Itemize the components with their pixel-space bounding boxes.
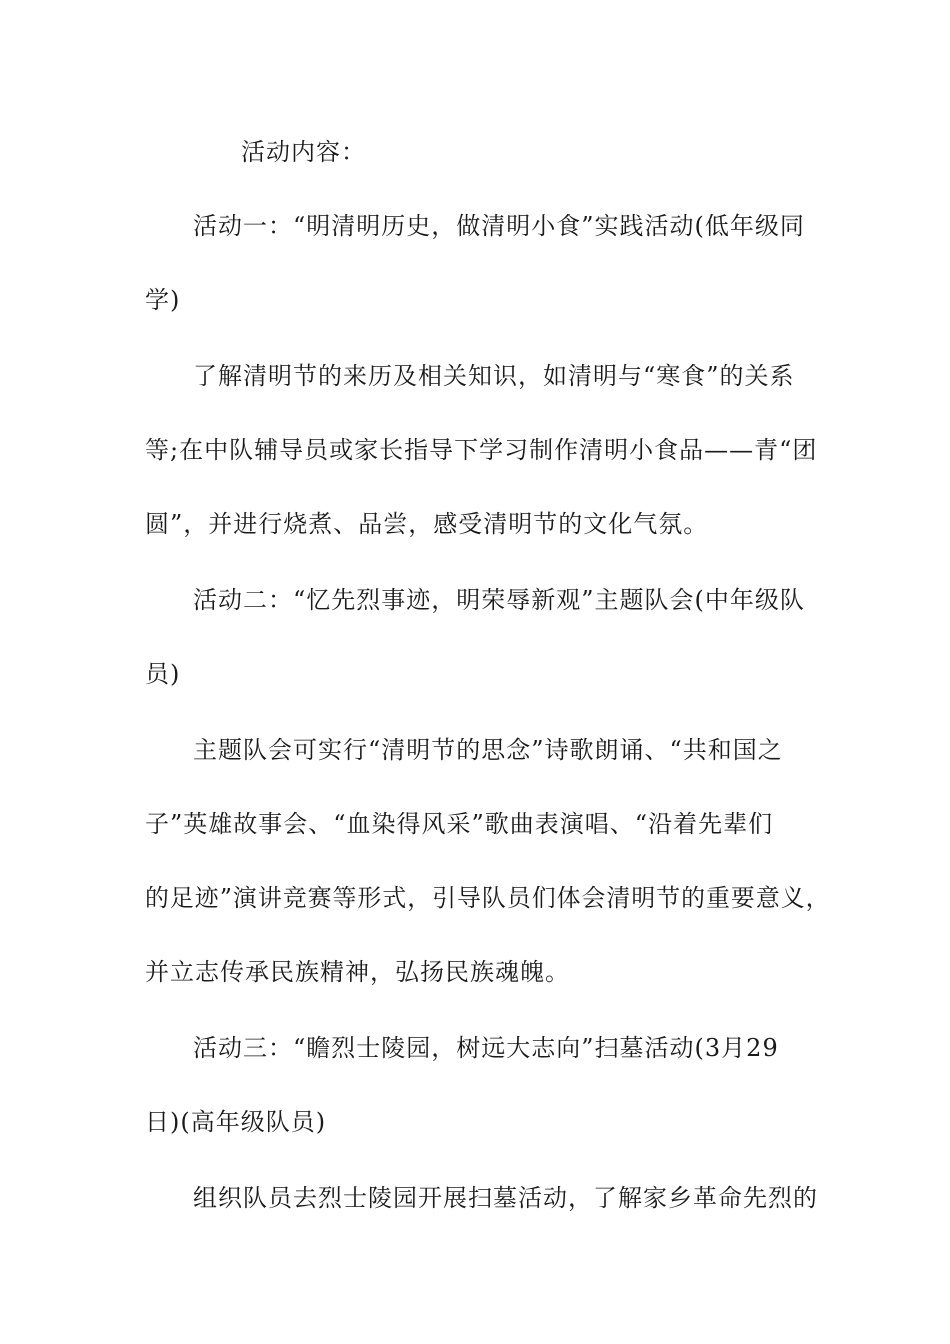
- activity-three-title-line-2: 日)(高年级队员): [145, 1108, 327, 1136]
- activity-one-title-line-1: 活动一：“明清明历史，做清明小食”实践活动(低年级同: [193, 212, 805, 240]
- activity-one-body-line-3: 圆”，并进行烧煮、品尝，感受清明节的文化气氛。: [145, 510, 709, 538]
- activity-two-body-line-3: 的足迹”演讲竞赛等形式，引导队员们体会清明节的重要意义，: [145, 884, 831, 912]
- activity-one-body-line-1: 了解清明节的来历及相关知识，如清明与“寒食”的关系: [193, 362, 795, 390]
- activity-one-title-line-2: 学): [145, 286, 181, 314]
- section-heading: 活动内容：: [241, 138, 366, 166]
- activity-three-title-line-1: 活动三：“瞻烈士陵园，树远大志向”扫墓活动(3月29: [193, 1034, 779, 1062]
- activity-one-body-line-2: 等;在中队辅导员或家长指导下学习制作清明小食品——青“团: [145, 436, 818, 464]
- activity-two-title-line-2: 员): [145, 660, 181, 688]
- activity-two-body-line-1: 主题队会可实行“清明节的思念”诗歌朗诵、“共和国之: [193, 736, 783, 764]
- activity-two-title-line-1: 活动二：“忆先烈事迹，明荣辱新观”主题队会(中年级队: [193, 586, 805, 614]
- activity-three-body-line-1: 组织队员去烈士陵园开展扫墓活动，了解家乡革命先烈的: [193, 1184, 818, 1212]
- activity-two-body-line-2: 子”英雄故事会、“血染得风采”歌曲表演唱、“沿着先辈们: [145, 810, 774, 838]
- activity-two-body-line-4: 并立志传承民族精神，弘扬民族魂魄。: [145, 958, 570, 986]
